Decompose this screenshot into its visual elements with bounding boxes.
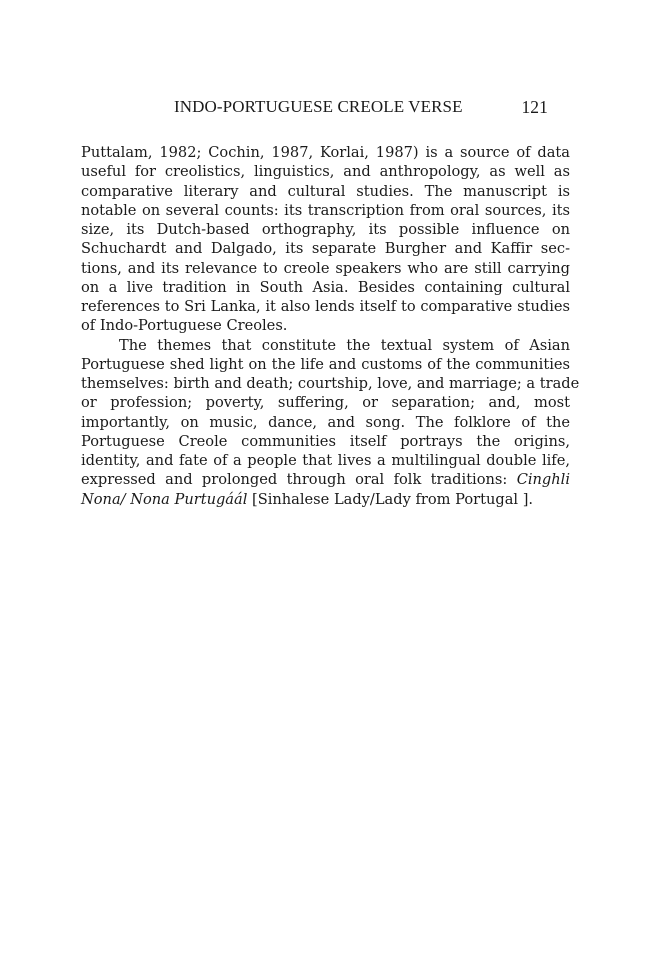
text-line: Puttalam, 1982; Cochin, 1987, Korlai, 1987) is a source of data <box>81 144 570 161</box>
text-line: or profession; poverty, suffering, or separation; and, most <box>81 394 570 412</box>
text-line: tions, and its relevance to creole speakers who are still carrying <box>81 259 570 277</box>
text-line: size, its Dutch-based orthography, its possible influence on <box>81 221 570 238</box>
text-line: themselves: birth and death; courtship, love, and marriage; a trade <box>81 375 580 392</box>
text-line: Portuguese Creole communities itself portrays the origins, <box>81 432 570 450</box>
text-line: identity, and fate of a people that lives a multilingual double life, <box>81 452 570 469</box>
text-line-with-italic <box>81 470 570 489</box>
text-line: comparative literary and cultural studies. The manuscript is <box>81 182 570 200</box>
text-line: The themes that constitute the textual system of Asian <box>119 336 570 354</box>
text-line: Portuguese shed light on the life and customs of the communities <box>81 355 570 373</box>
body-text <box>81 143 580 509</box>
line-text: expressed and prolonged through oral folk traditions: <box>81 471 508 489</box>
italic-term: Cinghli <box>516 471 570 489</box>
text-line: references to Sri Lanka, it also lends itself to comparative studies <box>81 298 570 315</box>
text-line: importantly, on music, dance, and song. The folklore of the <box>81 413 570 431</box>
paragraph-2 <box>81 336 580 509</box>
text-line-with-italic <box>81 490 570 509</box>
text-line: on a live tradition in South Asia. Besides containing cultural <box>81 278 570 296</box>
text-line: of Indo-Portuguese Creoles. <box>81 317 288 335</box>
running-head <box>80 97 570 119</box>
paragraph-1 <box>81 143 570 336</box>
italic-title: Nona/ Nona Purtugáál <box>81 490 248 508</box>
line-text: [Sinhalese Lady/Lady from Portugal ]. <box>247 490 534 508</box>
page-number: 121 <box>521 97 548 117</box>
running-head-title: INDO-PORTUGUESE CREOLE VERSE <box>174 97 463 116</box>
text-line: notable on several counts: its transcription from oral sources, its <box>81 201 570 219</box>
text-line: useful for creolistics, linguistics, and anthropology, as well as <box>81 163 570 181</box>
text-line: Schuchardt and Dalgado, its separate Burgher and Kaffir sec- <box>81 240 570 258</box>
